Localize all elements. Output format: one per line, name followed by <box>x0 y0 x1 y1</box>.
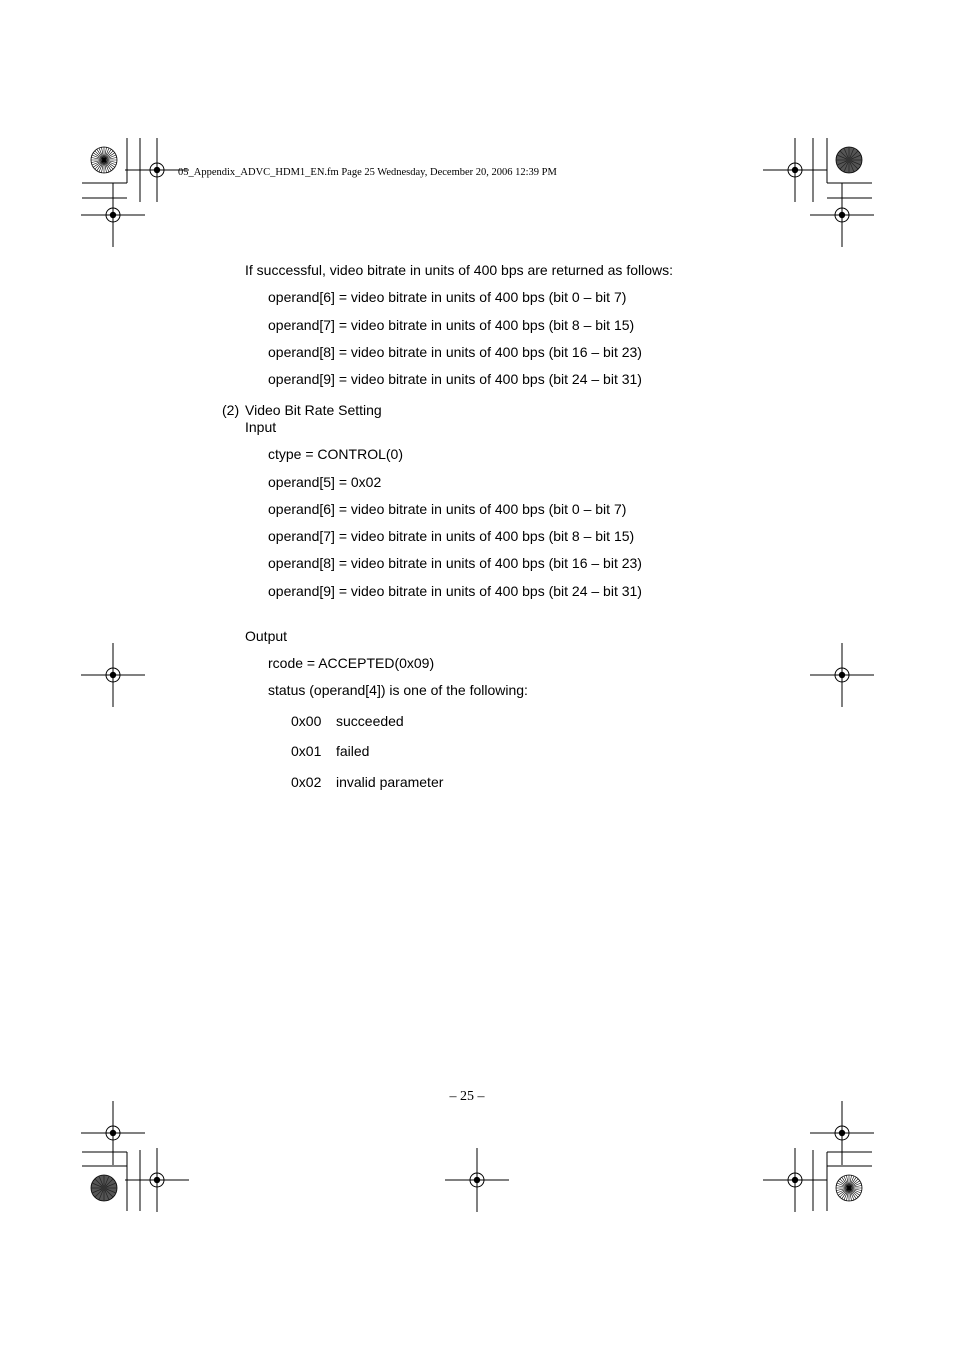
input-line: operand[6] = video bitrate in units of 400 bps (bit 0 – bit 7) <box>268 501 627 517</box>
status-meaning: invalid parameter <box>336 774 444 790</box>
input-line: operand[9] = video bitrate in units of 400 bps (bit 24 – bit 31) <box>268 583 642 599</box>
output-line: rcode = ACCEPTED(0x09) <box>268 655 435 671</box>
input-line: operand[8] = video bitrate in units of 400 bps (bit 16 – bit 23) <box>268 555 642 571</box>
status-meaning: succeeded <box>336 713 404 729</box>
output-line: status (operand[4]) is one of the following: <box>268 682 528 698</box>
returned-operand-line: operand[7] = video bitrate in units of 400 bps (bit 8 – bit 15) <box>268 317 635 333</box>
status-meaning: failed <box>336 743 370 759</box>
file-slug: 05_Appendix_ADVC_HDM1_EN.fm Page 25 Wednesday, December 20, 2006 12:39 PM <box>178 167 557 178</box>
page-number: – 25 – <box>449 1089 485 1104</box>
returned-operand-line: operand[6] = video bitrate in units of 400 bps (bit 0 – bit 7) <box>268 289 627 305</box>
status-code: 0x02 <box>291 774 322 790</box>
status-code: 0x01 <box>291 743 322 759</box>
output-label: Output <box>245 628 288 644</box>
input-line: ctype = CONTROL(0) <box>268 446 403 462</box>
section-title: Video Bit Rate Setting <box>245 402 382 418</box>
returned-operand-line: operand[8] = video bitrate in units of 400 bps (bit 16 – bit 23) <box>268 344 642 360</box>
returned-operand-line: operand[9] = video bitrate in units of 400 bps (bit 24 – bit 31) <box>268 371 642 387</box>
input-line: operand[7] = video bitrate in units of 400 bps (bit 8 – bit 15) <box>268 528 635 544</box>
status-code: 0x00 <box>291 713 322 729</box>
input-line: operand[5] = 0x02 <box>268 474 382 490</box>
intro-text: If successful, video bitrate in units of 400 bps are returned as follows: <box>245 262 674 278</box>
input-label: Input <box>245 419 277 435</box>
section-number: (2) <box>222 402 240 418</box>
